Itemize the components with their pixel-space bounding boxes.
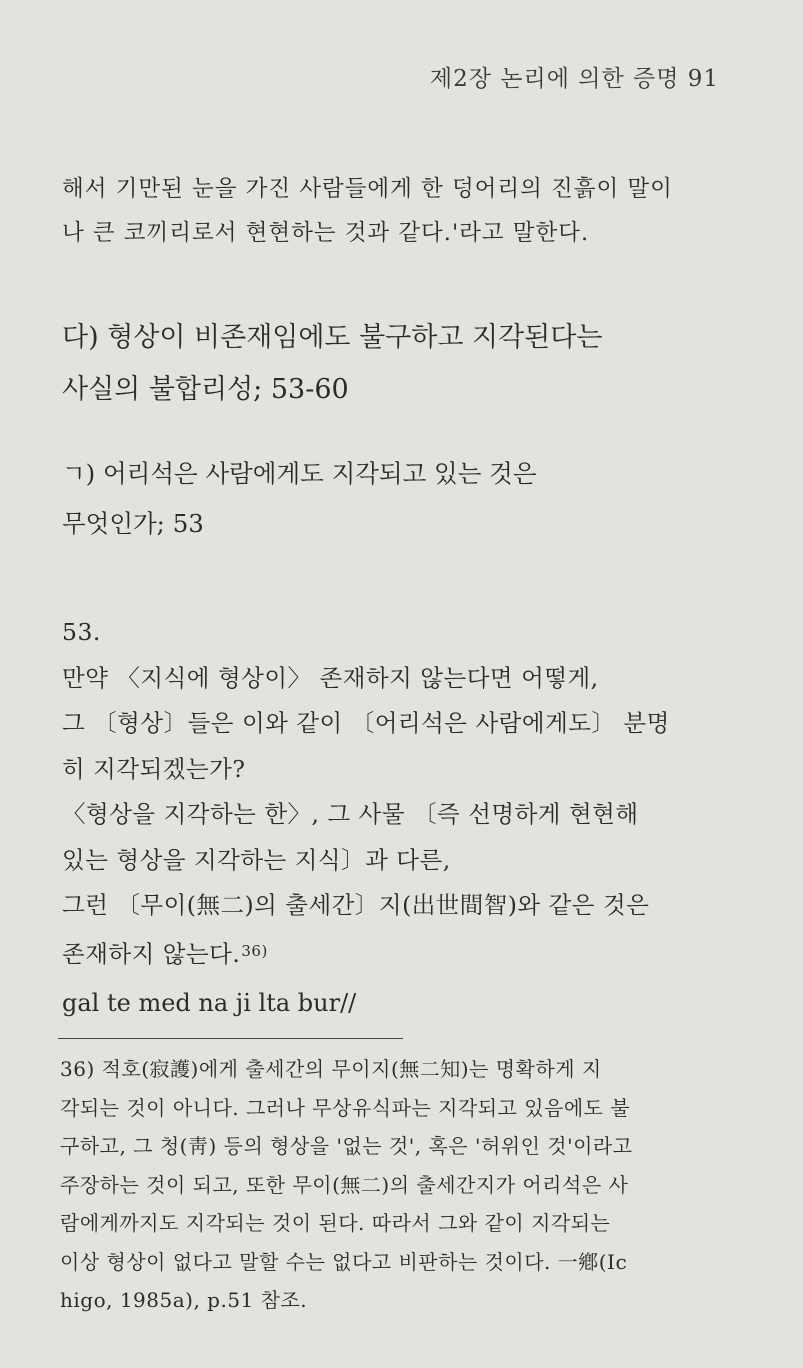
- footnote-line: 각되는 것이 아니다. 그러나 무상유식파는 지각되고 있음에도 불: [60, 1095, 631, 1120]
- footnote-line: 구하고, 그 청(靑) 등의 형상을 '없는 것', 혹은 '허위인 것'이라고: [60, 1134, 633, 1158]
- verse-line: 히 지각되겠는가?: [62, 754, 246, 783]
- footnote-divider: [58, 1038, 403, 1039]
- tibetan-transliteration: gal te med na ji lta bur//: [62, 989, 357, 1017]
- verse-line: 〈형상을 지각하는 한〉, 그 사물 〔즉 선명하게 현현해: [62, 800, 639, 828]
- footnote-line: 이상 형상이 없다고 말할 수는 없다고 비판하는 것이다. 一鄕(Ic: [60, 1249, 628, 1274]
- subsection-heading-line: 무엇인가; 53: [62, 509, 204, 538]
- subsection-heading-gi: [62, 449, 537, 549]
- verse-number: 53.: [62, 618, 101, 646]
- section-heading-line: 사실의 불합리성; 53-60: [62, 374, 349, 405]
- footnote-line: 주장하는 것이 되고, 또한 무이(無二)의 출세간지가 어리석은 사: [60, 1172, 629, 1197]
- intro-line: 나 큰 코끼리로서 현현하는 것과 같다.'라고 말한다.: [62, 220, 590, 246]
- running-header: 제2장 논리에 의한 증명 91: [429, 66, 719, 92]
- verse-line-text: 존재하지 않는다.: [62, 939, 241, 968]
- intro-paragraph: [62, 167, 673, 255]
- verse-line: 그런 〔무이(無二)의 출세간〕지(出世間智)와 같은 것은: [62, 891, 650, 919]
- verse-line: 있는 형상을 지각하는 지식〕과 다른,: [62, 845, 451, 874]
- verse-53: [62, 610, 670, 1027]
- verse-line: 만약 〈지식에 형상이〉 존재하지 않는다면 어떻게,: [62, 663, 599, 692]
- footnote-36: [60, 1050, 633, 1320]
- verse-last-line: [62, 929, 670, 978]
- subsection-heading-line: ㄱ) 어리석은 사람에게도 지각되고 있는 것은: [62, 459, 537, 488]
- verse-line: 그 〔형상〕들은 이와 같이 〔어리석은 사람에게도〕 분명: [62, 709, 670, 737]
- section-heading-line: 다) 형상이 비존재임에도 불구하고 지각된다는: [62, 322, 603, 353]
- footnote-line: 36) 적호(寂護)에게 출세간의 무이지(無二知)는 명확하게 지: [60, 1057, 602, 1081]
- section-heading-da: [62, 312, 602, 416]
- footnote-line: 람에게까지도 지각되는 것이 된다. 따라서 그와 같이 지각되는: [60, 1211, 611, 1235]
- intro-line: 해서 기만된 눈을 가진 사람들에게 한 덩어리의 진흙이 말이: [62, 176, 673, 202]
- footnote-reference[interactable]: 36): [241, 941, 268, 960]
- footnote-line: higo, 1985a), p.51 참조.: [60, 1288, 308, 1312]
